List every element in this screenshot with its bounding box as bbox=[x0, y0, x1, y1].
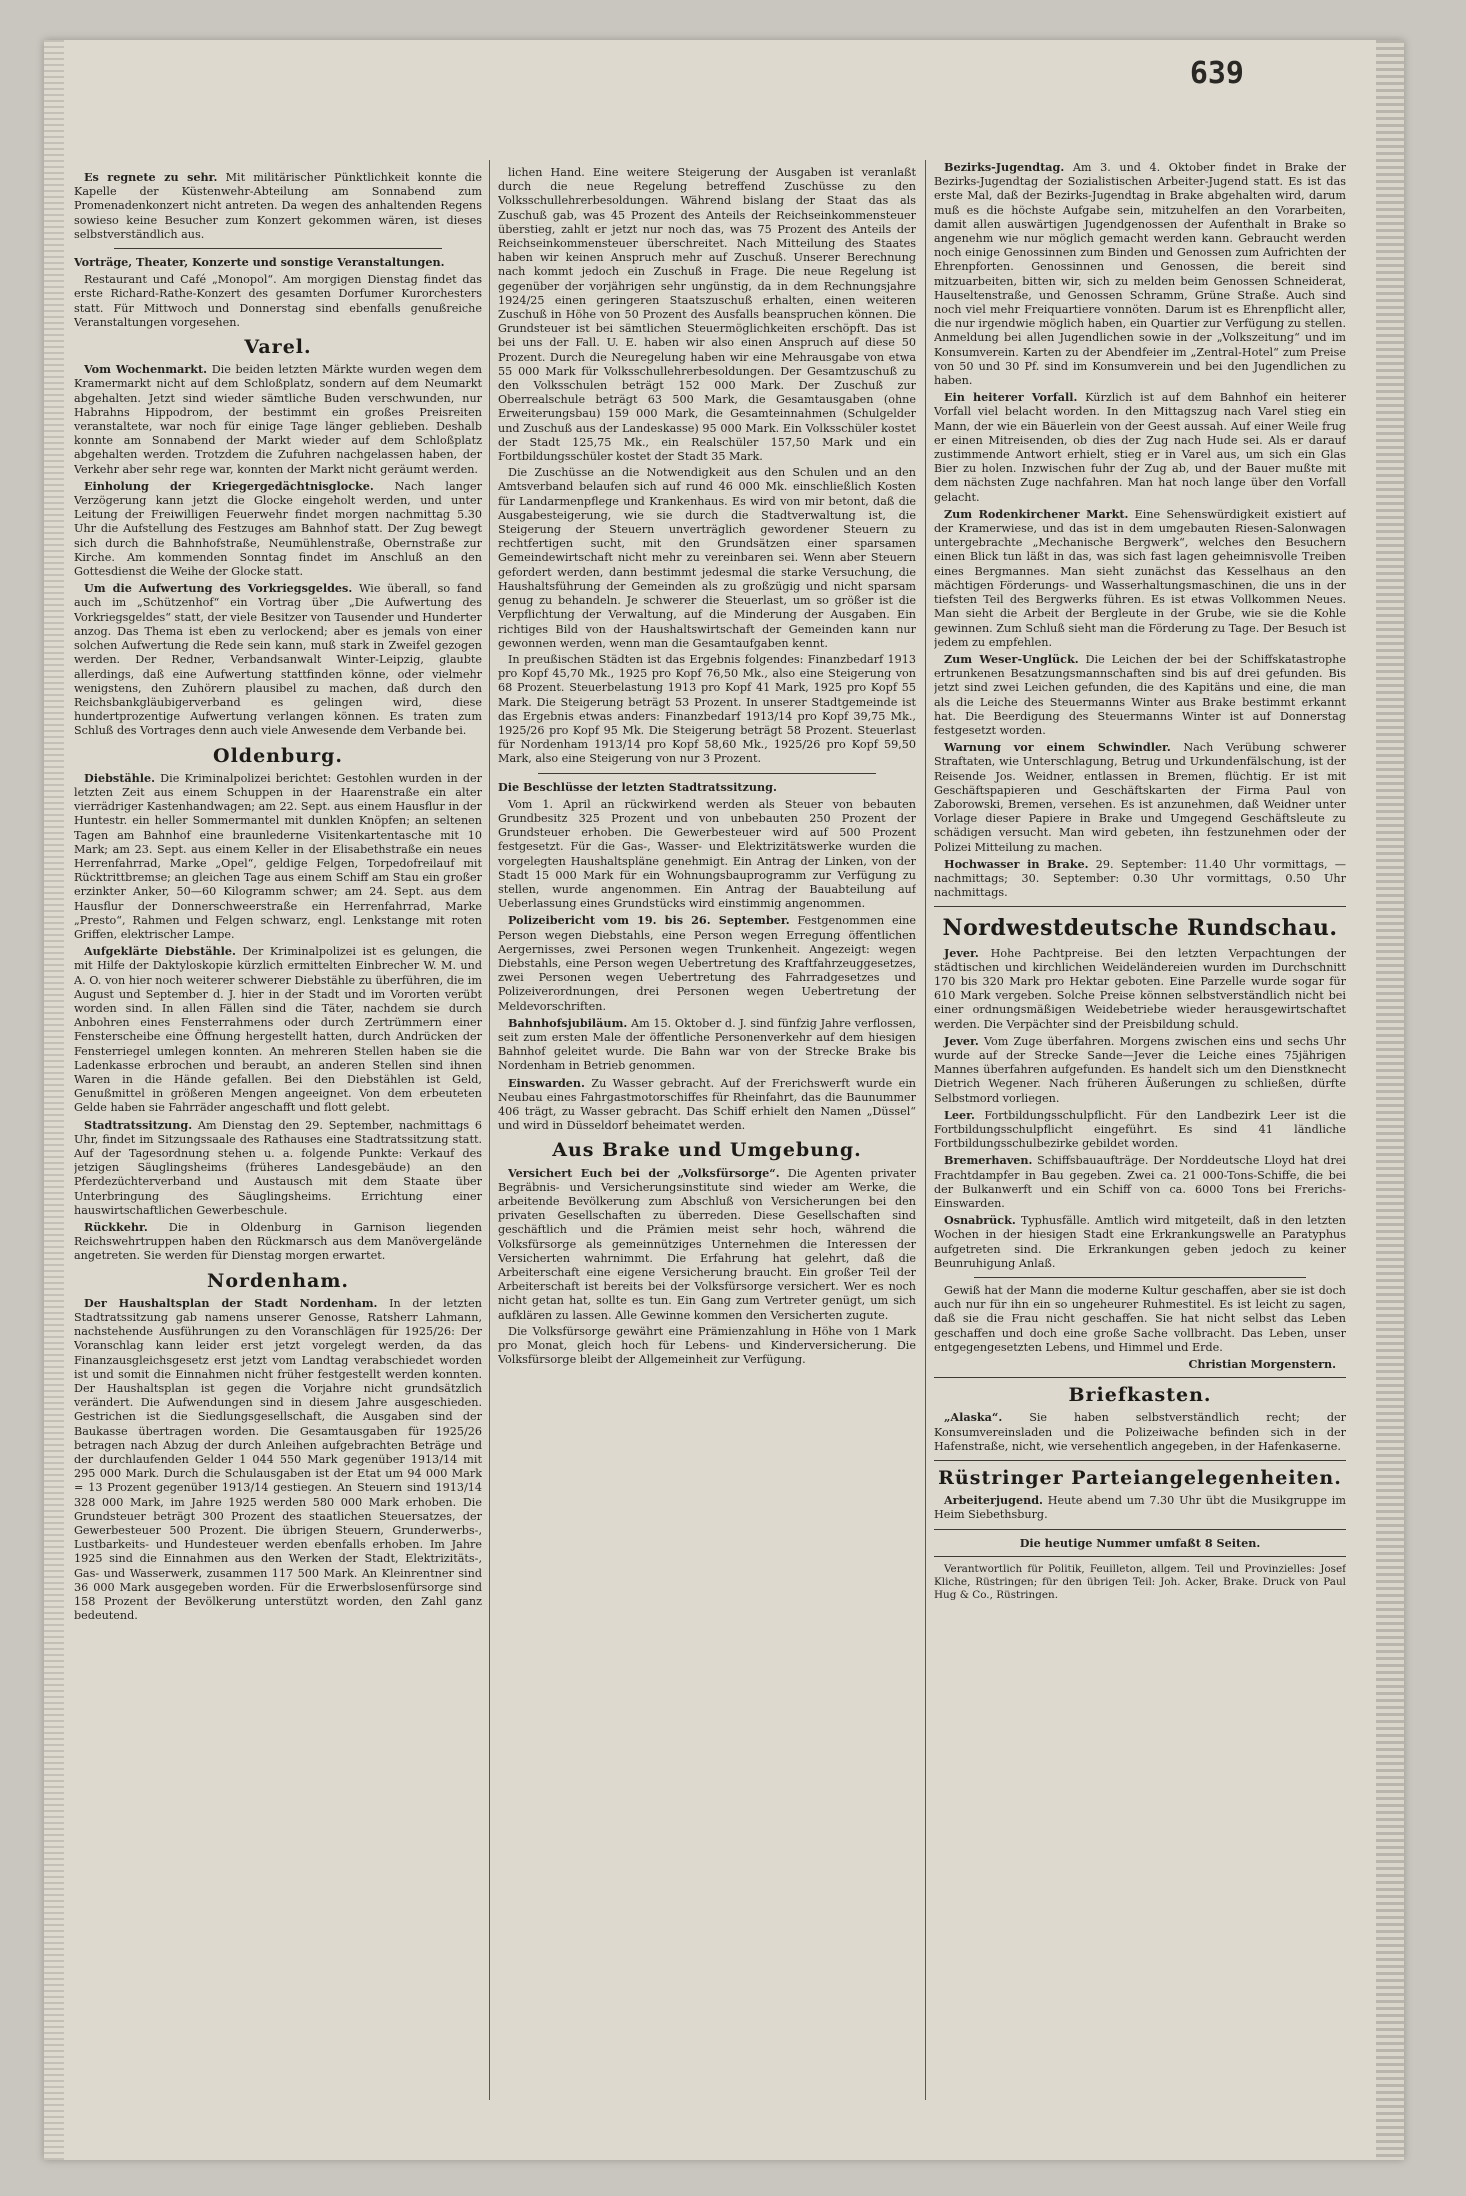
separator bbox=[934, 1377, 1346, 1378]
article bbox=[74, 170, 482, 242]
article bbox=[934, 160, 1346, 388]
article-text: lichen Hand. Eine weitere Steigerung der Ausgaben ist veranlaßt durch die neue Regelung betreffend Zuschüsse zu den Volksschullehrerbesoldungen. Während bislang der Staat das als Zuschuß gab, was 45 Prozent des Anteils der Reichseinkommensteuer überstieg, zahlt er jetzt nur noch das, was 75 Prozent des Anteils der Reichseinkommensteuer überschreitet. Nach Mitteilung des Staates haben wir keinen Anspruch mehr auf Zuschuß. Unserer Berechnung nach kommt jedoch ein Zuschuß in Frage. Die neue Regelung ist gegenüber der vorjährigen sehr ungünstig, da in dem Rechnungsjahre 1924/25 einen geringeren Staatszuschuß erhalten, einen weiteren Zuschuß in Höhe von 50 Prozent des Ausfalls beanspruchen können. Die Grundsteuer ist bei sämtlichen Steuermöglichkeiten erschöpft. Das ist bei uns der Fall. U. E. haben wir also einen Anspruch auf diese 50 Prozent. Durch die Neuregelung haben wir eine Mehrausgabe von etwa 55 000 Mark für Volksschullehrerbesoldungen. Der Gesamtzuschuß zu den Volksschulen beträgt 152 000 Mark. Der Zuschuß zur Oberrealschule beträgt 63 500 Mark, die Gesamtausgaben (ohne Erweiterungsbau) 159 000 Mark, die Gesamteinnahmen (Schulgelder und Zuschuß aus der Landeskasse) 95 000 Mark. Ein Volksschüler kostet der Stadt 125,75 Mk., ein Realschüler 157,50 Mark und ein Fortbildungsschüler kostet der Stadt 35 Mark. bbox=[498, 166, 916, 464]
article-text: Der Kriminalpolizei ist es gelungen, die mit Hilfe der Daktyloskopie kürzlich ermittelten Einbrecher W. M. und A. O. von hier noch weiterer schwerer Diebstähle zu überführen, die im August und September d. J. hier in der Stadt und im Vororten verübt worden sind. In allen Fällen sind die Täter, nachdem sie durch Anbohren eines Fensterrahmens oder durch Zertrümmern einer Fensterscheibe eine Öffnung hergestellt hatten, durch Andrücken der Fensterriegel umlegen konnten. An mehreren Stellen haben sie die Ladenkasse erbrochen und beraubt, an anderen Stellen sind ihnen Waren in die Hände gefallen. Bei den Diebstählen ist Geld, Genußmittel in größeren Mengen angeeignet. Von dem erbeuteten Gelde haben sie Fahrräder angeschafft und flott gelebt. bbox=[74, 945, 482, 1115]
article bbox=[934, 1410, 1346, 1454]
left-binding-edge bbox=[44, 40, 64, 2160]
article-lead: Vom Wochenmarkt. bbox=[84, 362, 208, 377]
article-text: In preußischen Städten ist das Ergebnis folgendes: Finanzbedarf 1913 pro Kopf 45,70 Mk., 1925 pro Kopf 76,50 Mk., also eine Steigerung von 68 Prozent. Steuerbelastung 1913 pro Kopf 41 Mark, 1925 pro Kopf 55 Mark. Die Steigerung beträgt 53 Prozent. In unserer Stadtgemeinde ist das Ergebnis etwas anders: Finanzbedarf 1913/14 pro Kopf 39,75 Mk., 1925/26 pro Kopf 95 Mk. Die Steigerung beträgt 58 Prozent. Steuerlast für Nordenham 1913/14 pro Kopf 58,60 Mk., 1925/26 pro Kopf 59,50 Mark, also eine Steigerung von nur 3 Prozent. bbox=[498, 652, 916, 766]
article-text: Die Zuschüsse an die Notwendigkeit aus den Schulen und an den Amtsverband belaufen sich auf rund 46 000 Mk. einschließlich Kosten für Landarmenpflege und Krankenhaus. Es wird von mir betont, daß die Ausgabesteigerung, wie sie durch die Stadtverwaltung ist, die Steigerung der Steuern unverträglich gewordener Steuern zu rechtfertigen sucht, mit den Grundsätzen einer sparsamen Gemeindewirtschaft nicht mehr zu vereinbaren sei. Wenn aber Steuern gefordert werden, dann bestimmt jedesmal die starke Versuchung, die Haushaltsführung der Gemeinden als zu großzügig und nicht sparsam genug zu behandeln. Je schwerer die Steuerlast, um so größer ist die Verpflichtung der Verwaltung, auf die Minderung der Ausgaben. Ein richtiges Bild von der Haushaltswirtschaft der Gemeinden kann nur gewonnen werden, wenn man die Gesamtaufgaben kennt. bbox=[498, 466, 916, 650]
article bbox=[498, 1166, 916, 1323]
article bbox=[74, 1296, 482, 1624]
article-lead: Arbeiterjugend. bbox=[944, 1493, 1043, 1508]
right-page-edge bbox=[1376, 40, 1404, 2160]
article bbox=[934, 857, 1346, 901]
article-text: Sie haben selbstverständlich recht; der Konsumvereinsladen und die Polizeiwache befinden sich in der Hafenstraße, nicht, wie versehentlich angegeben, in der Hafenkaserne. bbox=[934, 1411, 1346, 1453]
article-lead: Ein heiterer Vorfall. bbox=[944, 390, 1078, 405]
article bbox=[934, 652, 1346, 738]
article bbox=[74, 479, 482, 579]
article-text: Restaurant und Café „Monopol“. Am morgigen Dienstag findet das erste Richard-Rathe-Konzert des gesamten Dorfumer Kurorchesters statt. Für Mittwoch und Donnerstag sind ebenfalls genußreiche Veranstaltungen vorgesehen. bbox=[74, 273, 482, 329]
separator bbox=[934, 1460, 1346, 1461]
section-subheading: Vorträge, Theater, Konzerte und sonstige Veranstaltungen. bbox=[74, 255, 445, 270]
separator bbox=[974, 1277, 1306, 1278]
article-text: Die beiden letzten Märkte wurden wegen dem Kramermarkt nicht auf dem Schloßplatz, sondern auf dem Neumarkt abgehalten. Jetzt sind wieder sämtliche Buden verschwunden, nur Habrahns Hippodrom, der bestimmt ein großes Preisreiten veranstaltete, war noch für einige Tage länger geblieben. Deshalb konnte am Sonnabend der Markt wieder auf dem Schloßplatz abgehalten werden. Trotzdem die Zufuhren nachgelassen haben, der Verkehr aber sehr rege war, konnten der Markt nicht geräumt werden. bbox=[74, 363, 482, 476]
article-lead: Es regnete zu sehr. bbox=[84, 170, 218, 184]
article-lead: Osnabrück. bbox=[944, 1213, 1016, 1228]
article-lead: Hochwasser in Brake. bbox=[944, 856, 1089, 871]
article-text: Wie überall, so fand auch im „Schützenhof“ ein Vortrag über „Die Aufwertung des Vorkriegsgeldes“ statt, der viele Besitzer von Tausender und Hunderter anzog. Das Thema ist eben zu verlockend; aber es jemals von einer solchen Aufwertung die Rede sein kann, muß stark in Zweifel gezogen werden. Der Redner, Verbandsanwalt Winter-Leipzig, glaubte allerdings, daß eine Aufwertung stattfinden könne, oder vielmehr wenigstens, den Zuhörern plausibel zu machen, daß durch den Reichsbankgläubigerverband es gelingen wird, diese hundertprozentige Aufwertung verlangen können. Es traten zum Schluß des Vortrages denn auch viele Anwesende dem Verbande bei. bbox=[74, 582, 482, 738]
page-count-note: Die heutige Nummer umfaßt 8 Seiten. bbox=[1019, 1535, 1261, 1550]
separator bbox=[114, 248, 442, 249]
article bbox=[74, 581, 482, 738]
article-text: Schiffsbauaufträge. Der Norddeutsche Lloyd hat drei Frachtdampfer in Bau gegeben. Zwei ca. 21 000-Tons-Schiffe, die bei der Bulkanwerft und ein Schiff von ca. 6000 Tons bei Frerichs-Einswarden. bbox=[934, 1154, 1346, 1211]
section-subheading bbox=[498, 780, 916, 794]
article bbox=[934, 390, 1346, 505]
article-lead: Der Haushaltsplan der Stadt Nordenham. bbox=[84, 1295, 378, 1310]
article-lead: Aufgeklärte Diebstähle. bbox=[84, 944, 236, 959]
separator bbox=[934, 1556, 1346, 1557]
column-left bbox=[74, 170, 482, 2120]
article bbox=[934, 740, 1346, 855]
article-text: Heute abend um 7.30 Uhr übt die Musikgruppe im Heim Siebethsburg. bbox=[934, 1494, 1346, 1522]
article-lead: Zum Rodenkirchener Markt. bbox=[944, 506, 1129, 521]
article-text: Die Kriminalpolizei berichtet: Gestohlen wurden in der letzten Zeit aus einem Schuppen in der Haarenstraße ein alter vierrädriger Kastenhandwagen; am 22. Sept. aus einem Hausflur in der Huntestr. ein heller Sommermantel mit dunklen Knöpfen; an seltenen Tagen am Bahnhof eine braunlederne Visitenkartentasche mit 10 Mark; am 23. Sept. aus einem Keller in der Elisabethstraße ein neues Herrenfahrrad, Marke „Opel“, geldige Felgen, Torpedofreilauf mit Rücktrittbremse; an gleichen Tage aus einem Schiff am Stau ein großer erzinkter Anker, 50—60 Kilogramm schwer; am 24. Sept. aus dem Hausflur der Donnerschweerstraße ein Herrenfahrrad, Marke „Presto“, Rahmen und Felgen schwarz, engl. Lenkstange mit roten Griffen, elektrischer Lampe. bbox=[74, 771, 482, 941]
imprint: Verantwortlich für Politik, Feuilleton, allgem. Teil und Provinzielles: Josef Kliche, Rüstringen; für den übrigen Teil: Joh. Acker, Brake. Druck von Paul Hug & Co., Rüstringen. bbox=[934, 1562, 1346, 1601]
article-lead: Jever. bbox=[944, 1033, 979, 1048]
article-lead: Bahnhofsjubiläum. bbox=[508, 1015, 628, 1030]
article-text: Die Volksfürsorge gewährt eine Prämienzahlung in Höhe von 1 Mark pro Monat, gleich hoch für Lebens- und Kinderversicherung. Die Volksfürsorge bleibt der Allgemeinheit zur Verfügung. bbox=[498, 1324, 916, 1367]
article bbox=[74, 771, 482, 942]
section-heading-oldenburg: Oldenburg. bbox=[213, 744, 343, 767]
article-lead: Bezirks-Jugendtag. bbox=[944, 160, 1065, 174]
article bbox=[934, 1153, 1346, 1211]
article bbox=[934, 507, 1346, 650]
article-text: 29. September: 11.40 Uhr vormittags, — nachmittags; 30. September: 0.30 Uhr vormittags, 0.50 Uhr nachmittags. bbox=[934, 857, 1346, 900]
article-text: In der letzten Stadtratssitzung gab namens unserer Genosse, Ratsherr Lahmann, nachstehende Ausführungen zu den Voranschlägen für 1925/26: Der Voranschlag kann leider erst jetzt vorgelegt werden, da das Finanzausgleichsgesetz erst jetzt vom Landtag verabschiedet worden ist und somit die Einnahmen nicht früher festgestellt werden konnten. Der Haushaltsplan ist gegen die Vorjahre nicht grundsätzlich verändert. Die Aufwendungen sind in diesem Jahre ausgeschieden. Gestrichen ist die Siedlungsgesellschaft, die Ausgaben sind der Baukasse übertragen worden. Die Gesamtausgaben für 1925/26 betragen nach Abzug der durch Anleihen aufgebrachten Beträge und der durchlaufenden Gelder 1 044 550 Mark gegenüber 1913/14 mit 295 000 Mark. Durch die Schulausgaben ist der Etat um 94 000 Mark = 13 Prozent gegenüber 1913/14 gestiegen. An Steuern sind 1913/14 328 000 Mark, im Jahre 1925 werden 580 000 Mark erhoben. Die Grundsteuer beträgt 300 Prozent des staatlichen Steuersatzes, der Gewerbesteuer 500 Prozent. Die übrigen Steuern, Grunderwerbs-, Lustbarkeits- und Hundesteuer werden ebenfalls erhoben. Im Jahre 1925 sind die Einnahmen aus den Werken der Stadt, Elektrizitäts-, Gas- und Wasserwerk, zusammen 117 500 Mark. An Kleinrentner sind 36 000 Mark ausgegeben worden. Für die Erwerbslosenfürsorge sind 158 Prozent der Bevölkerung unterstützt worden, den Zahl ganz bedeutend. bbox=[74, 1296, 482, 1623]
column-right bbox=[934, 160, 1346, 2120]
article bbox=[74, 1220, 482, 1264]
separator bbox=[538, 773, 876, 774]
article bbox=[934, 946, 1346, 1032]
section-heading-varel: Varel. bbox=[244, 336, 312, 359]
article-text: Eine Sehenswürdigkeit existiert auf der Kramerwiese, und das ist in dem umgebauten Riesen-Salonwagen untergebrachte „Mechanische Bergwerk“, welches den Besuchern einen Blick tun läßt in das, was sich fast lagen geheimnisvolle Treiben eines Bergmannes. Man sieht zunächst das Kesselhaus an den mächtigen Förderungs- und Wasserhaltungsmaschinen, die uns in der tiefsten Teil des Bergwerks führen. Es ist etwas Vollkommen Neues. Man sieht die Arbeit der Bergleute in der Grube, wie sie die Kohle gewinnen. Zum Schluß sieht man die Förderung zu Tage. Der Besuch ist jedem zu empfehlen. bbox=[934, 507, 1346, 649]
article-lead: Einswarden. bbox=[508, 1075, 585, 1090]
article-lead: Bremerhaven. bbox=[944, 1153, 1033, 1168]
separator bbox=[934, 906, 1346, 907]
article-text: Nach Verübung schwerer Straftaten, wie Unterschlagung, Betrug und Urkundenfälschung, ist der Reisende Jos. Weidner, entlassen in Bremen, flüchtig. Er ist mit Geschäftspapieren und Geschäftskarten der Firma Paul von Zaborowski, Bremen, versehen. Es ist anzunehmen, daß Weidner unter Vorlage dieser Papiere in Brake und Umgegend Geschäftsleute zu schädigen versucht. Man wird gebeten, ihn festzunehmen oder der Polizei Mitteilung zu machen. bbox=[934, 741, 1346, 854]
article-lead: Um die Aufwertung des Vorkriegsgeldes. bbox=[84, 581, 353, 596]
article-lead: „Alaska“. bbox=[944, 1410, 1003, 1425]
article-text: Die Leichen der bei der Schiffskatastrophe ertrunkenen Besatzungsmannschaften sind bis auf drei gefunden. Bis jetzt sind zwei Leichen gefunden, die des Kapitäns und eine, die man als die Leiche des Steuermanns Winter aus Brake bestimmt erkannt hat. Die Beerdigung des Steuermanns Winter ist auf Donnerstag festgesetzt worden. bbox=[934, 652, 1346, 737]
article-lead: Stadtratssitzung. bbox=[84, 1117, 193, 1132]
quotation: Gewiß hat der Mann die moderne Kultur geschaffen, aber sie ist doch auch nur für ihn ein so ungeheurer Ruhmestitel. Es ist leicht zu sagen, daß sie die Frau nicht geschaffen. Sie hat nicht selbst das Leben geschaffen und doch eine große Sache vollbracht. Das Leben, unser entgegengesetzten Lebens, und Himmel und Erde. bbox=[934, 1284, 1346, 1354]
article-lead: Warnung vor einem Schwindler. bbox=[944, 740, 1171, 755]
article-lead: Rückkehr. bbox=[84, 1220, 148, 1235]
article-lead: Einholung der Kriegergedächtnisglocke. bbox=[84, 478, 374, 493]
article-text: Kürzlich ist auf dem Bahnhof ein heiterer Vorfall viel belacht worden. In den Mittagszug nach Varel stieg ein Mann, der wie ein Bäuerlein von der Geest aussah. Auf einer Weile frug er einen Mitreisenden, ob dies der Zug nach Hude sei. Als er darauf zustimmende Antwort erhielt, stieg er in Varel aus, um sich ein Glas Bier zu holen. Inzwischen fuhr der Zug ab, und der Bauer mußte mit dem nächsten Zuge nachfahren. Man hat noch lange über den Vorfall gelacht. bbox=[934, 391, 1346, 504]
newspaper-page bbox=[44, 40, 1404, 2160]
article bbox=[934, 1108, 1346, 1152]
article bbox=[74, 362, 482, 477]
article-text: Typhusfälle. Amtlich wird mitgeteilt, daß in den letzten Wochen in der hiesigen Stadt eine Erkrankungswelle an Paratyphus aufgetreten sind. Die Erkrankungen geben jedoch zu keiner Beunruhigung Anlaß. bbox=[934, 1214, 1346, 1270]
column-divider bbox=[925, 160, 926, 2100]
quotation-author: Christian Morgenstern. bbox=[1188, 1357, 1336, 1372]
article bbox=[74, 1118, 482, 1218]
subheading-text: Die Beschlüsse der letzten Stadtratssitzung. bbox=[498, 779, 777, 794]
column-middle bbox=[498, 166, 916, 2120]
column-divider bbox=[489, 160, 490, 2100]
article-text: Zu Wasser gebracht. Auf der Frerichswerft wurde ein Neubau eines Fahrgastmotorschiffes für Rheinfahrt, das die Baunummer 406 trägt, zu Wasser gebracht. Das Schiff erhielt den Namen „Düssel“ und wird in Düsseldorf beheimatet werden. bbox=[498, 1076, 916, 1133]
article-lead: Leer. bbox=[944, 1107, 975, 1122]
article-text: Vom Zuge überfahren. Morgens zwischen eins und sechs Uhr wurde auf der Strecke Sande—Jever die Leiche eines 75jährigen Mannes überfahren aufgefunden. Es handelt sich um den Dienstknecht Dietrich Wegener. Nach früheren Äußerungen zu schließen, dürfte Selbstmord vorliegen. bbox=[934, 1034, 1346, 1105]
article bbox=[934, 1034, 1346, 1106]
article-text: Mit militärischer Pünktlichkeit konnte die Kapelle der Küstenwehr-Abteilung am Sonnabend zum Promenadenkonzert nicht antreten. Da wegen des anhaltenden Regens sowieso keine Besucher zum Konzert gekommen wären, ist dieses selbstverständlich aus. bbox=[74, 171, 482, 241]
section-heading-brake: Aus Brake und Umgebung. bbox=[552, 1139, 862, 1162]
article-text: Fortbildungsschulpflicht. Für den Landbezirk Leer ist die Fortbildungsschulpflicht eingeführt. Es sind 41 ländliche Fortbildungsschulbezirke gebildet worden. bbox=[934, 1108, 1346, 1151]
article-text: Die in Oldenburg in Garnison liegenden Reichswehrtruppen haben den Rückmarsch aus dem Manövergelände angetreten. Sie werden für Dienstag morgen erwartet. bbox=[74, 1221, 482, 1263]
article-lead: Polizeibericht vom 19. bis 26. September. bbox=[508, 913, 790, 928]
article-text: Hohe Pachtpreise. Bei den letzten Verpachtungen der städtischen und kirchlichen Weideländereien wurden im Durchschnitt 170 bis 320 Mark pro Hektar geboten. Eine Parzelle wurde sogar für 610 Mark vergeben. Solche Preise können selbstverständlich nicht bei einer ordnungsmäßigen Weidebetriebe wieder herausgewirtschaftet werden. Die Verpächter sind der Preisbildung schuld. bbox=[934, 946, 1346, 1031]
article bbox=[498, 913, 916, 1013]
section-heading-briefkasten: Briefkasten. bbox=[1068, 1384, 1212, 1407]
separator bbox=[934, 1529, 1346, 1530]
page-number: 639 bbox=[1189, 56, 1244, 91]
article bbox=[498, 1016, 916, 1074]
article-text: Am Dienstag den 29. September, nachmittags 6 Uhr, findet im Sitzungssaale des Rathauses eine Stadtratssitzung statt. Auf der Tagesordnung stehen u. a. folgende Punkte: Verkauf des jetzigen Säuglingsheims (früheres Landesgebäude) an den Pferdezüchterverband und Austausch mit dem Staate über Unterbringung des Säuglingsheims. Errichtung einer hauswirtschaftlichen Gewerbeschule. bbox=[74, 1118, 482, 1217]
article-text: Nach langer Verzögerung kann jetzt die Glocke eingeholt werden, und unter Leitung der Freiwilligen Feuerwehr findet morgen nachmittag 5.30 Uhr die Aufstellung des Festzuges am Bahnhof statt. Der Zug bewegt sich durch die Bahnhofstraße, Neumühlenstraße, Obernstraße zur Kirche. Am kommenden Sonntag findet im Anschluß an den Gottesdienst die Weihe der Glocke statt. bbox=[74, 479, 482, 579]
article-text: Am 3. und 4. Oktober findet in Brake der Bezirks-Jugendtag der Sozialistischen Arbeiter-Jugend statt. Es ist das erste Mal, daß der Bezirks-Jugendtag in Brake abgehalten wird, darum muß es die höchste Aufgabe sein, mitzuhelfen an den Vorarbeiten, damit allen auswärtigen Jugendgenossen der Aufenthalt in Brake so angenehm wie nur möglich gemacht werden kann. Gebraucht werden noch einige Genossinnen zum Binden und Genossen zum Aufrichten der Ehrenpforten. Genossinnen und Genossen, die bereit sind mitzuarbeiten, bitten wir, sich zu melden beim Genossen Schneiderat, Hauseltenstraße, und Genossen Schramm, Grüne Straße. Auch sind noch viel mehr Freiquartiere vonnöten. Darum ist es Ehrenpflicht aller, die nur irgendwie möglich haben, ein Quartier zur Verfügung zu stellen. Anmeldung bei allen Jugendlichen sowie in der „Volkszeitung“ und im Konsumverein. Karten zu der Abendfeier im „Zentral-Hotel“ zum Preise von 50 und 30 Pf. sind im Konsumverein und bei den Jugendlichen zu haben. bbox=[934, 161, 1346, 388]
article bbox=[934, 1493, 1346, 1522]
article-text: Die Agenten privater Begräbnis- und Versicherungsinstitute sind wieder am Werke, die arbeitende Bevölkerung zum Abschluß von Versicherungen bei den privaten Gesellschaften zu überreden. Diese Gesellschaften sind geschäftlich und die Prämien meist sehr hoch, während die Volksfürsorge als gemeinnütziges Unternehmen die Interessen der Versicherten wahrnimmt. Die Erfahrung hat gelehrt, daß die Arbeiterschaft eine eigene Versicherung braucht. Ein großer Teil der Arbeiterschaft ist bereits bei der Volksfürsorge versichert. Wer es noch nicht getan hat, sollte es tun. Ein Gang zum Vertreter genügt, um sich aufklären zu lassen. Alle Gewinne kommen den Versicherten zugute. bbox=[498, 1166, 916, 1322]
article bbox=[498, 1076, 916, 1134]
article bbox=[74, 944, 482, 1115]
article bbox=[934, 1213, 1346, 1271]
article-text: Am 15. Oktober d. J. sind fünfzig Jahre verflossen, seit zum ersten Male der öffentliche Personenverkehr auf dem hiesigen Bahnhof geleitet wurde. Die Bahn war von der Strecke Brake bis Nordenham in Betrieb genommen. bbox=[498, 1016, 916, 1073]
article-lead: Jever. bbox=[944, 945, 979, 960]
section-heading-partei: Rüstringer Parteiangelegenheiten. bbox=[938, 1467, 1342, 1490]
article-lead: Diebstähle. bbox=[84, 770, 156, 785]
section-heading-nordwest: Nordwestdeutsche Rundschau. bbox=[942, 915, 1338, 942]
article-text: Festgenommen eine Person wegen Diebstahls, eine Person wegen Erregung öffentlichen Aergernisses, zwei Personen wegen Trunkenheit. Angezeigt: wegen Diebstahls, eine Person wegen Uebertretung des Kraftfahrzeuggesetzes, zwei Personen wegen Uebertretung des Fahrradgesetzes und Polizeiverordnungen, drei Personen wegen Uebertretung der Meldevorschriften. bbox=[498, 914, 916, 1013]
article-lead: Versichert Euch bei der „Volksfürsorge“. bbox=[508, 1165, 780, 1180]
article-text: Vom 1. April an rückwirkend werden als Steuer von bebauten Grundbesitz 325 Prozent und von unbebauten 250 Prozent der Grundsteuer erhoben. Die Gewerbesteuer wird auf 500 Prozent festgesetzt. Für die Gas-, Wasser- und Elektrizitätswerke wurden die vorgelegten Haushaltspläne genehmigt. Ein Antrag der Linken, von der Stadt 15 000 Mark für ein Wohnungsbauprogramm zur Verfügung zu stellen, wurde angenommen. Ein Antrag der Bauabteilung auf Ueberlassung eines Grundstücks wird einstimmig angenommen. bbox=[498, 797, 916, 911]
article-lead: Zum Weser-Unglück. bbox=[944, 651, 1079, 666]
section-heading-nordenham: Nordenham. bbox=[206, 1269, 350, 1292]
